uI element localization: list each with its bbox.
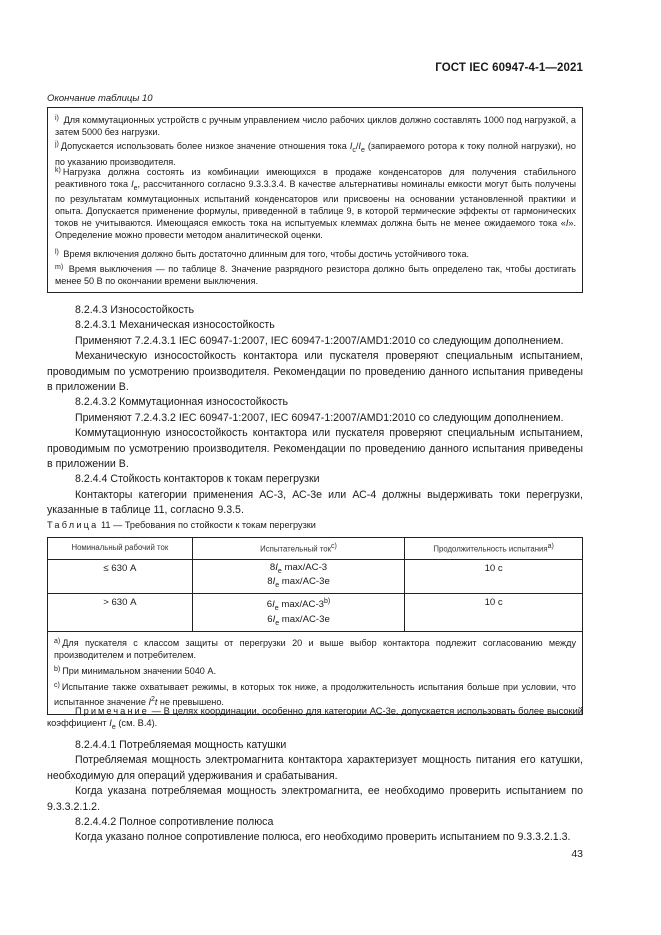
footnote-l: $^{l)}$ Время включения должно быть достаточно длинным для того, чтобы достичь устойчивого тока.: [55, 249, 470, 259]
page-number: 43: [571, 848, 583, 860]
column-header: Номинальный рабочий ток: [48, 538, 193, 560]
rated-current-cell: > 630 А: [48, 594, 193, 632]
rated-current-cell: ≤ 630 А: [48, 559, 193, 594]
table-footnote-c: $^{c)}$ Испытание также охватывает режимы, в которых ток ниже, а продолжительность испытания больше при условии, что испытанное значение $I^2t$ не превышено.: [54, 681, 576, 707]
heading-8-2-4-3-2: 8.2.4.3.2 Коммутационная износостойкость: [75, 396, 288, 409]
paragraph: Механическую износостойкость контактора или пускателя проверяют специальным испытанием, проводимым по усмотрению производителя. Рекомендации по проведению данного испытания приведены в приложении В.: [47, 350, 583, 394]
paragraph: Когда указана потребляемая мощность электромагнита, ее необходимо проверить испытанием по 9.3.3.2.1.2.: [47, 785, 583, 813]
paragraph: Применяют 7.2.4.3.1 IEC 60947-1:2007, IEC 60947-1:2007/AMD1:2010 со следующим дополнением.: [75, 334, 564, 347]
footnote-m: $^{m)}$ Время выключения — по таблице 8. Значение разрядного резистора должно быть определено так, чтобы достигать менее 50 В по окончании времени выключения.: [55, 264, 576, 286]
duration-cell: 10 с: [405, 594, 583, 632]
column-header: Испытательный ток$^{c)}$: [192, 538, 405, 560]
table-10-footnotes: [47, 107, 583, 293]
table-footnote-b: $^{b)}$ При минимальном значении 5040 А.: [54, 666, 216, 676]
column-header: Продолжительность испытания$^{a)}$: [405, 538, 583, 560]
footnote-i: $^{i)}$ Для коммутационных устройств с ручным управлением число рабочих циклов должно составлять 1000 под нагрузкой, а затем 5000 без нагрузки.: [55, 115, 576, 137]
standard-code: ГОСТ IEC 60947-4-1—2021: [435, 62, 583, 74]
paragraph: Когда указано полное сопротивление полюса, его необходимо проверить испытанием по 9.3.3.2.1.3.: [75, 831, 571, 844]
table-11-caption: Таблица 11 — Требования по стойкости к токам перегрузки: [47, 520, 316, 530]
table-row: [48, 594, 583, 632]
heading-8-2-4-4-1: 8.2.4.4.1 Потребляемая мощность катушки: [75, 739, 287, 751]
heading-8-2-4-4: 8.2.4.4 Стойкость контакторов к токам перегрузки: [75, 473, 320, 486]
table-header-row: [48, 538, 583, 560]
table-11: [47, 537, 583, 715]
section-8-2-4-3: [47, 303, 583, 519]
note: Примечание — В целях координации, особенно для категории АС-3е, допускается использовать более высокий коэффициент $I_e$ (см. В.4).: [47, 706, 583, 732]
table-footnotes: [48, 632, 583, 715]
footnote-j: $^{j)}$ Допускается использовать более низкое значение отношения тока $I_c/I_e$ (запираемого ротора к току полной нагрузки), но по указанию производителя.: [55, 141, 576, 167]
table-footnotes-row: [48, 632, 583, 715]
heading-8-2-4-3-1: 8.2.4.3.1 Механическая износостойкость: [75, 319, 275, 332]
paragraph: Потребляемая мощность электромагнита контактора характеризует мощность питания его катушки, необходимую для операций удерживания и срабатывания.: [47, 754, 583, 782]
paragraph: Коммутационную износостойкость контактора или пускателя проверяют специальным испытанием, проводимым по усмотрению производителя. Рекомендации по проведению данного испытания приведены в приложении В.: [47, 427, 583, 471]
footnote-k: $^{k)}$ Нагрузка должна состоять из комбинации имеющихся в продаже конденсаторов для получения стабильного реактивного тока $I_e$, рассчитанного согласно 9.3.3.3.4. В качестве альтернативы номиналы емкости могут быть получены по результатам коммутационных испытаний конденсаторов или присвоены на основании установленной практики и опыта. Допускается применение формулы, приведенной в таблице 9, в которой термические эффекты от гармонических токов не учитываются. Имеющаяся емкость тока на испытуемых клеммах должна быть не менее ожидаемого тока «I». Определение можно провести методом аналитической оценки.: [55, 167, 577, 240]
table-footnote-a: $^{a)}$ Для пускателя с классом защиты от перегрузки 20 и выше выбор контактора подлежит согласованию между производителем и потребителем.: [54, 638, 576, 661]
test-current-cell: $6I_e$ max/AC-3$^{b)}$ $6I_e$ max/AC-3е: [192, 594, 405, 632]
test-current-cell: $8I_e$ max/AC-3 $8I_e$ max/AC-3е: [192, 559, 405, 594]
heading-8-2-4-4-2: 8.2.4.4.2 Полное сопротивление полюса: [75, 816, 274, 829]
section-8-2-4-4-subsections: [47, 738, 583, 846]
paragraph: Применяют 7.2.4.3.2 IEC 60947-1:2007, IEC 60947-1:2007/AMD1:2010 со следующим дополнением.: [75, 411, 564, 424]
paragraph: Контакторы категории применения АС-3, АС-3е или АС-4 должны выдерживать токи перегрузки, указанные в таблице 11, согласно 9.3.5.: [47, 488, 583, 517]
table-row: [48, 559, 583, 594]
table-continuation-label: Окончание таблицы 10: [47, 93, 153, 104]
duration-cell: 10 с: [405, 559, 583, 594]
heading-8-2-4-3: 8.2.4.3 Износостойкость: [75, 304, 195, 316]
